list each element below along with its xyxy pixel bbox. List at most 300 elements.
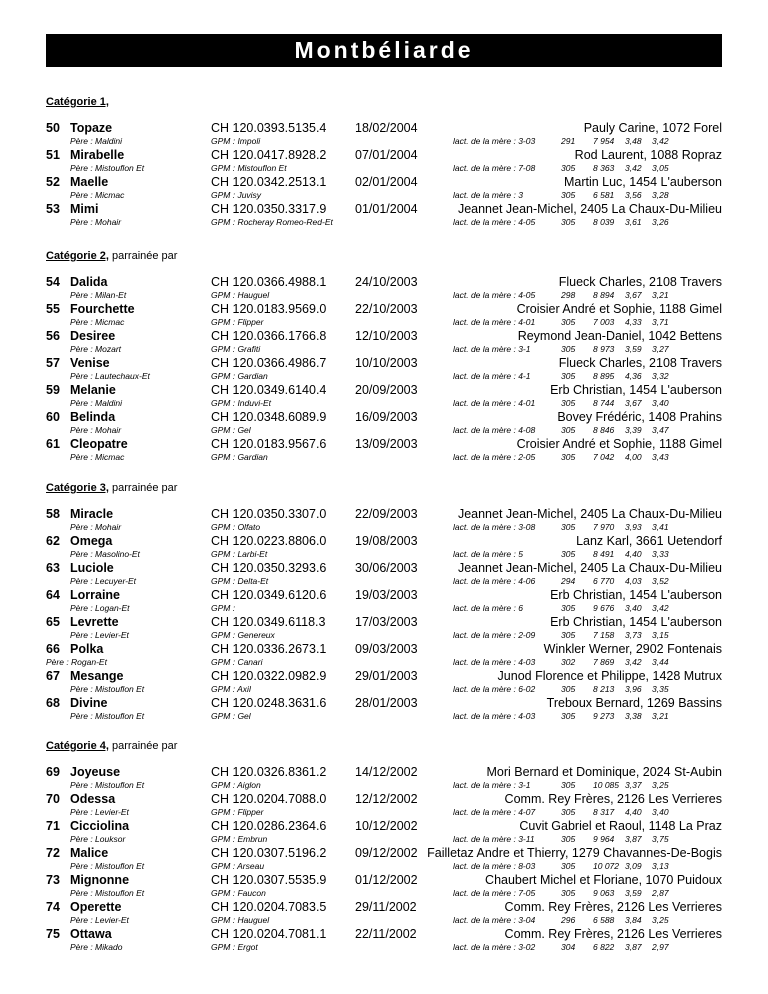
- animal-id: CH 120.0417.8928.2: [211, 148, 327, 162]
- animal-id: CH 120.0326.8361.2: [211, 765, 327, 779]
- animal-row: [0, 588, 768, 615]
- lactation-protein: 2,97: [652, 942, 669, 952]
- lactation-label: lact. de la mère : 3-11: [453, 834, 535, 844]
- animal-id: CH 120.0350.3307.0: [211, 507, 327, 521]
- lactation-milk-kg: 6 581: [593, 190, 615, 200]
- sire: Père : Mistouflon Et: [70, 711, 145, 721]
- animal-number: 53: [46, 202, 60, 216]
- animal-name: Divine: [70, 696, 108, 710]
- animal-number: 74: [46, 900, 60, 914]
- lactation-milk-kg: 10 085: [593, 780, 619, 790]
- owner: Failletaz Andre et Thierry, 1279 Chavannes-De-Bogis: [427, 846, 722, 860]
- lactation-days: 305: [561, 452, 576, 462]
- birth-date: 29/01/2003: [355, 669, 418, 683]
- lactation-days: 305: [561, 163, 576, 173]
- lactation-label: lact. de la mère : 3: [453, 190, 523, 200]
- animal-number: 61: [46, 437, 60, 451]
- lactation-milk-kg: 7 869: [593, 657, 615, 667]
- lactation-fat: 4,36: [625, 371, 642, 381]
- lactation-milk-kg: 6 770: [593, 576, 615, 586]
- category-heading: [46, 250, 177, 262]
- maternal-grandsire: GPM : Arseau: [211, 861, 265, 871]
- lactation-label: lact. de la mère : 4-07: [453, 807, 536, 817]
- birth-date: 28/01/2003: [355, 696, 418, 710]
- lactation-label: lact. de la mère : 5: [453, 549, 523, 559]
- lactation-fat: 3,48: [625, 136, 642, 146]
- animal-name: Cleopatre: [70, 437, 128, 451]
- animal-number: 50: [46, 121, 60, 135]
- maternal-grandsire: GPM : Juvisy: [211, 190, 262, 200]
- lactation-protein: 3,43: [652, 452, 669, 462]
- lactation-label: lact. de la mère : 6: [453, 603, 523, 613]
- lactation-fat: 3,39: [625, 425, 642, 435]
- owner: Flueck Charles, 2108 Travers: [558, 275, 722, 289]
- lactation-protein: 3,40: [652, 807, 669, 817]
- owner: Comm. Rey Frères, 2126 Les Verrieres: [504, 900, 722, 914]
- birth-date: 22/11/2002: [355, 927, 417, 941]
- birth-date: 09/12/2002: [355, 846, 418, 860]
- owner: Winkler Werner, 2902 Fontenais: [543, 642, 722, 656]
- lactation-fat: 4,03: [625, 576, 642, 586]
- animal-number: 60: [46, 410, 60, 424]
- lactation-milk-kg: 8 317: [593, 807, 615, 817]
- lactation-milk-kg: 8 895: [593, 371, 615, 381]
- lactation-milk-kg: 7 042: [593, 452, 615, 462]
- lactation-days: 305: [561, 861, 576, 871]
- owner: Reymond Jean-Daniel, 1042 Bettens: [517, 329, 722, 343]
- lactation-label: lact. de la mère : 4-01: [453, 317, 536, 327]
- animal-row: [0, 275, 768, 302]
- animal-row: [0, 846, 768, 873]
- lactation-fat: 4,33: [625, 317, 642, 327]
- lactation-label: lact. de la mère : 3-02: [453, 942, 536, 952]
- animal-name: Omega: [70, 534, 113, 548]
- maternal-grandsire: GPM : Genereux: [211, 630, 275, 640]
- lactation-label: lact. de la mère : 4-05: [453, 217, 536, 227]
- animal-row: [0, 534, 768, 561]
- animal-number: 73: [46, 873, 60, 887]
- sire: Père : Mohair: [70, 425, 122, 435]
- lactation-days: 298: [561, 290, 576, 300]
- sire: Père : Mistouflon Et: [70, 684, 145, 694]
- birth-date: 12/10/2003: [355, 329, 418, 343]
- birth-date: 09/03/2003: [355, 642, 418, 656]
- maternal-grandsire: GPM : Canari: [211, 657, 263, 667]
- lactation-days: 305: [561, 780, 576, 790]
- animal-id: CH 120.0307.5196.2: [211, 846, 327, 860]
- animal-name: Luciole: [70, 561, 114, 575]
- category-heading: [46, 482, 177, 494]
- lactation-protein: 3,44: [652, 657, 669, 667]
- lactation-label: lact. de la mère : 4-05: [453, 290, 536, 300]
- birth-date: 14/12/2002: [355, 765, 418, 779]
- birth-date: 29/11/2002: [355, 900, 417, 914]
- sire: Père : Mikado: [70, 942, 123, 952]
- lactation-fat: 3,61: [625, 217, 642, 227]
- animal-number: 52: [46, 175, 60, 189]
- animal-id: CH 120.0322.0982.9: [211, 669, 327, 683]
- animal-row: [0, 121, 768, 148]
- lactation-days: 305: [561, 317, 576, 327]
- maternal-grandsire: GPM : Gardian: [211, 371, 268, 381]
- animal-number: 59: [46, 383, 60, 397]
- lactation-days: 302: [561, 657, 576, 667]
- birth-date: 16/09/2003: [355, 410, 418, 424]
- birth-date: 19/03/2003: [355, 588, 418, 602]
- maternal-grandsire: GPM : Impoli: [211, 136, 261, 146]
- lactation-days: 291: [561, 136, 576, 146]
- lactation-milk-kg: 7 158: [593, 630, 615, 640]
- owner: Treboux Bernard, 1269 Bassins: [546, 696, 722, 710]
- animal-row: [0, 202, 768, 229]
- animal-number: 71: [46, 819, 60, 833]
- animal-id: CH 120.0349.6120.6: [211, 588, 327, 602]
- lactation-label: lact. de la mère : 4-06: [453, 576, 536, 586]
- lactation-protein: 3,15: [652, 630, 669, 640]
- sire: Père : Mistouflon Et: [70, 780, 145, 790]
- birth-date: 30/06/2003: [355, 561, 418, 575]
- animal-number: 62: [46, 534, 60, 548]
- lactation-days: 294: [561, 576, 576, 586]
- lactation-milk-kg: 10 072: [593, 861, 619, 871]
- animal-number: 65: [46, 615, 60, 629]
- animal-name: Melanie: [70, 383, 116, 397]
- maternal-grandsire: GPM : Induvi-Et: [211, 398, 271, 408]
- lactation-fat: 3,40: [625, 603, 642, 613]
- maternal-grandsire: GPM : Grafiti: [211, 344, 261, 354]
- lactation-protein: 3,71: [652, 317, 669, 327]
- lactation-fat: 3,73: [625, 630, 642, 640]
- animal-name: Dalida: [70, 275, 108, 289]
- owner: Croisier André et Sophie, 1188 Gimel: [516, 437, 722, 451]
- maternal-grandsire: GPM : Delta-Et: [211, 576, 269, 586]
- animal-number: 68: [46, 696, 60, 710]
- sire: Père : Milan-Et: [70, 290, 127, 300]
- maternal-grandsire: GPM : Gardian: [211, 452, 268, 462]
- owner: Lanz Karl, 3661 Uetendorf: [576, 534, 722, 548]
- lactation-milk-kg: 9 676: [593, 603, 615, 613]
- lactation-milk-kg: 6 588: [593, 915, 615, 925]
- lactation-fat: 3,84: [625, 915, 642, 925]
- sire: Père : Masolino-Et: [70, 549, 140, 559]
- lactation-days: 305: [561, 398, 576, 408]
- maternal-grandsire: GPM : Faucon: [211, 888, 266, 898]
- birth-date: 22/09/2003: [355, 507, 418, 521]
- lactation-protein: 3,21: [652, 711, 669, 721]
- animal-name: Mignonne: [70, 873, 130, 887]
- lactation-protein: 3,28: [652, 190, 669, 200]
- maternal-grandsire: GPM : Gel: [211, 425, 251, 435]
- lactation-label: lact. de la mère : 4-01: [453, 398, 536, 408]
- sire: Père : Mistouflon Et: [70, 163, 145, 173]
- birth-date: 19/08/2003: [355, 534, 418, 548]
- lactation-days: 305: [561, 425, 576, 435]
- animal-name: Joyeuse: [70, 765, 121, 779]
- animal-id: CH 120.0204.7083.5: [211, 900, 327, 914]
- animal-number: 56: [46, 329, 60, 343]
- category-title: Catégorie 1,: [46, 96, 109, 108]
- owner: Croisier André et Sophie, 1188 Gimel: [516, 302, 722, 316]
- lactation-protein: 3,42: [652, 136, 669, 146]
- owner: Comm. Rey Frères, 2126 Les Verrieres: [504, 927, 722, 941]
- lactation-label: lact. de la mère : 8-03: [453, 861, 536, 871]
- lactation-label: lact. de la mère : 4-03: [453, 711, 536, 721]
- birth-date: 24/10/2003: [355, 275, 418, 289]
- animal-name: Fourchette: [70, 302, 135, 316]
- sire: Père : Maldini: [70, 136, 122, 146]
- sire: Père : Lautechaux-Et: [70, 371, 150, 381]
- lactation-days: 305: [561, 888, 576, 898]
- maternal-grandsire: GPM : Larbi-Et: [211, 549, 268, 559]
- lactation-milk-kg: 8 491: [593, 549, 615, 559]
- lactation-days: 305: [561, 834, 576, 844]
- lactation-protein: 3,52: [652, 576, 669, 586]
- lactation-days: 296: [561, 915, 576, 925]
- lactation-protein: 3,13: [652, 861, 669, 871]
- lactation-days: 305: [561, 217, 576, 227]
- animal-number: 69: [46, 765, 60, 779]
- category-title: Catégorie 4,: [46, 740, 109, 752]
- maternal-grandsire: GPM : Ergot: [211, 942, 258, 952]
- animal-row: [0, 148, 768, 175]
- animal-number: 57: [46, 356, 60, 370]
- lactation-protein: 3,25: [652, 915, 669, 925]
- owner: Cuvit Gabriel et Raoul, 1148 La Praz: [519, 819, 722, 833]
- lactation-protein: 3,27: [652, 344, 669, 354]
- birth-date: 13/09/2003: [355, 437, 418, 451]
- category-suffix: parrainée par: [108, 740, 178, 752]
- lactation-protein: 3,33: [652, 549, 669, 559]
- maternal-grandsire: GPM : Olfato: [211, 522, 261, 532]
- animal-name: Mesange: [70, 669, 124, 683]
- animal-name: Miracle: [70, 507, 114, 521]
- animal-id: CH 120.0204.7088.0: [211, 792, 327, 806]
- lactation-milk-kg: 7 003: [593, 317, 615, 327]
- maternal-grandsire: GPM : Axil: [211, 684, 251, 694]
- owner: Mori Bernard et Dominique, 2024 St-Aubin: [486, 765, 722, 779]
- animal-id: CH 120.0366.4986.7: [211, 356, 327, 370]
- lactation-fat: 3,59: [625, 344, 642, 354]
- sire: Père : Louksor: [70, 834, 126, 844]
- lactation-label: lact. de la mère : 4-08: [453, 425, 536, 435]
- lactation-days: 305: [561, 630, 576, 640]
- sire: Père : Mistouflon Et: [70, 888, 145, 898]
- owner: Rod Laurent, 1088 Ropraz: [574, 148, 722, 162]
- lactation-fat: 3,87: [625, 834, 642, 844]
- animal-row: [0, 507, 768, 534]
- animal-name: Topaze: [70, 121, 113, 135]
- lactation-fat: 3,87: [625, 942, 642, 952]
- animal-name: Operette: [70, 900, 122, 914]
- animal-id: CH 120.0350.3293.6: [211, 561, 327, 575]
- animal-name: Levrette: [70, 615, 119, 629]
- animal-number: 64: [46, 588, 60, 602]
- animal-row: [0, 329, 768, 356]
- lactation-protein: 3,05: [652, 163, 669, 173]
- animal-row: [0, 383, 768, 410]
- category-title: Catégorie 2,: [46, 250, 109, 262]
- lactation-protein: 2,87: [652, 888, 669, 898]
- lactation-fat: 4,00: [625, 452, 642, 462]
- animal-name: Mirabelle: [70, 148, 125, 162]
- animal-row: [0, 437, 768, 464]
- category-heading: [46, 96, 109, 108]
- animal-row: [0, 765, 768, 792]
- animal-name: Desiree: [70, 329, 116, 343]
- animal-name: Venise: [70, 356, 110, 370]
- lactation-fat: 3,42: [625, 657, 642, 667]
- animal-row: [0, 615, 768, 642]
- animal-id: CH 120.0350.3317.9: [211, 202, 327, 216]
- maternal-grandsire: GPM : Hauguel: [211, 290, 270, 300]
- animal-id: CH 120.0342.2513.1: [211, 175, 327, 189]
- maternal-grandsire: GPM : Rocheray Romeo-Red-Et: [211, 217, 333, 227]
- lactation-milk-kg: 9 063: [593, 888, 615, 898]
- animal-id: CH 120.0393.5135.4: [211, 121, 327, 135]
- lactation-fat: 3,37: [625, 780, 642, 790]
- animal-id: CH 120.0366.4988.1: [211, 275, 327, 289]
- lactation-label: lact. de la mère : 3-1: [453, 344, 531, 354]
- sire: Père : Logan-Et: [70, 603, 130, 613]
- animal-id: CH 120.0286.2364.6: [211, 819, 327, 833]
- sire: Père : Micmac: [70, 452, 125, 462]
- birth-date: 07/01/2004: [355, 148, 418, 162]
- sire: Père : Micmac: [70, 190, 125, 200]
- lactation-fat: 3,67: [625, 398, 642, 408]
- lactation-protein: 3,42: [652, 603, 669, 613]
- sire: Père : Rogan-Et: [46, 657, 107, 667]
- maternal-grandsire: GPM : Hauguel: [211, 915, 270, 925]
- owner: Jeannet Jean-Michel, 2405 La Chaux-Du-Milieu: [457, 507, 722, 521]
- lactation-milk-kg: 8 039: [593, 217, 615, 227]
- animal-id: CH 120.0183.9567.6: [211, 437, 327, 451]
- animal-name: Belinda: [70, 410, 116, 424]
- sire: Père : Mohair: [70, 522, 122, 532]
- animal-id: CH 120.0349.6118.3: [211, 615, 326, 629]
- birth-date: 17/03/2003: [355, 615, 418, 629]
- animal-row: [0, 900, 768, 927]
- animal-id: CH 120.0183.9569.0: [211, 302, 327, 316]
- animal-row: [0, 175, 768, 202]
- page-title: Montbéliarde: [46, 34, 722, 67]
- animal-row: [0, 356, 768, 383]
- lactation-days: 305: [561, 684, 576, 694]
- sire: Père : Levier-Et: [70, 915, 129, 925]
- owner: Comm. Rey Frères, 2126 Les Verrieres: [504, 792, 722, 806]
- lactation-milk-kg: 7 970: [593, 522, 615, 532]
- owner: Jeannet Jean-Michel, 2405 La Chaux-Du-Milieu: [457, 561, 722, 575]
- animal-number: 58: [46, 507, 60, 521]
- lactation-days: 305: [561, 371, 576, 381]
- animal-row: [0, 642, 768, 669]
- maternal-grandsire: GPM : Embrun: [211, 834, 268, 844]
- animal-row: [0, 792, 768, 819]
- lactation-milk-kg: 8 894: [593, 290, 615, 300]
- lactation-fat: 3,93: [625, 522, 642, 532]
- lactation-milk-kg: 8 973: [593, 344, 615, 354]
- animal-id: CH 120.0349.6140.4: [211, 383, 327, 397]
- lactation-milk-kg: 9 273: [593, 711, 615, 721]
- lactation-fat: 3,42: [625, 163, 642, 173]
- owner: Erb Christian, 1454 L'auberson: [550, 588, 722, 602]
- animal-id: CH 120.0307.5535.9: [211, 873, 327, 887]
- sire: Père : Maldini: [70, 398, 122, 408]
- category-heading: [46, 740, 177, 752]
- lactation-label: lact. de la mère : 3-03: [453, 136, 536, 146]
- lactation-protein: 3,25: [652, 780, 669, 790]
- animal-name: Maelle: [70, 175, 109, 189]
- animal-row: [0, 302, 768, 329]
- animal-number: 75: [46, 927, 60, 941]
- animal-number: 70: [46, 792, 60, 806]
- lactation-days: 305: [561, 344, 576, 354]
- lactation-protein: 3,47: [652, 425, 669, 435]
- owner: Junod Florence et Philippe, 1428 Mutrux: [497, 669, 722, 683]
- lactation-milk-kg: 8 363: [593, 163, 615, 173]
- lactation-fat: 3,56: [625, 190, 642, 200]
- animal-number: 63: [46, 561, 60, 575]
- lactation-days: 305: [561, 522, 576, 532]
- sire: Père : Mohair: [70, 217, 122, 227]
- lactation-protein: 3,75: [652, 834, 669, 844]
- animal-name: Ottawa: [70, 927, 112, 941]
- birth-date: 22/10/2003: [355, 302, 418, 316]
- lactation-label: lact. de la mère : 4-1: [453, 371, 531, 381]
- lactation-days: 305: [561, 603, 576, 613]
- birth-date: 20/09/2003: [355, 383, 418, 397]
- sire: Père : Levier-Et: [70, 630, 129, 640]
- animal-row: [0, 696, 768, 723]
- lactation-protein: 3,40: [652, 398, 669, 408]
- lactation-protein: 3,35: [652, 684, 669, 694]
- animal-number: 66: [46, 642, 60, 656]
- lactation-milk-kg: 8 846: [593, 425, 615, 435]
- category-title: Catégorie 3,: [46, 482, 109, 494]
- lactation-fat: 3,09: [625, 861, 642, 871]
- animal-number: 51: [46, 148, 60, 162]
- animal-id: CH 120.0336.2673.1: [211, 642, 327, 656]
- animal-row: [0, 819, 768, 846]
- owner: Erb Christian, 1454 L'auberson: [550, 383, 722, 397]
- animal-number: 67: [46, 669, 60, 683]
- lactation-fat: 3,59: [625, 888, 642, 898]
- animal-row: [0, 410, 768, 437]
- animal-id: CH 120.0348.6089.9: [211, 410, 327, 424]
- lactation-fat: 4,40: [625, 549, 642, 559]
- lactation-protein: 3,21: [652, 290, 669, 300]
- owner: Chaubert Michel et Floriane, 1070 Puidoux: [485, 873, 722, 887]
- maternal-grandsire: GPM : Mistouflon Et: [211, 163, 287, 173]
- lactation-milk-kg: 7 954: [593, 136, 615, 146]
- birth-date: 01/12/2002: [355, 873, 418, 887]
- lactation-milk-kg: 6 822: [593, 942, 615, 952]
- lactation-days: 305: [561, 549, 576, 559]
- lactation-label: lact. de la mère : 3-04: [453, 915, 536, 925]
- lactation-protein: 3,26: [652, 217, 669, 227]
- category-suffix: parrainée par: [108, 482, 178, 494]
- maternal-grandsire: GPM : Gel: [211, 711, 251, 721]
- birth-date: 10/10/2003: [355, 356, 418, 370]
- animal-id: CH 120.0366.1766.8: [211, 329, 327, 343]
- owner: Jeannet Jean-Michel, 2405 La Chaux-Du-Milieu: [457, 202, 722, 216]
- animal-name: Lorraine: [70, 588, 121, 602]
- lactation-label: lact. de la mère : 4-03: [453, 657, 536, 667]
- animal-name: Malice: [70, 846, 109, 860]
- owner: Pauly Carine, 1072 Forel: [583, 121, 722, 135]
- maternal-grandsire: GPM : Aiglon: [211, 780, 261, 790]
- animal-id: CH 120.0204.7081.1: [211, 927, 327, 941]
- maternal-grandsire: GPM :: [211, 603, 236, 613]
